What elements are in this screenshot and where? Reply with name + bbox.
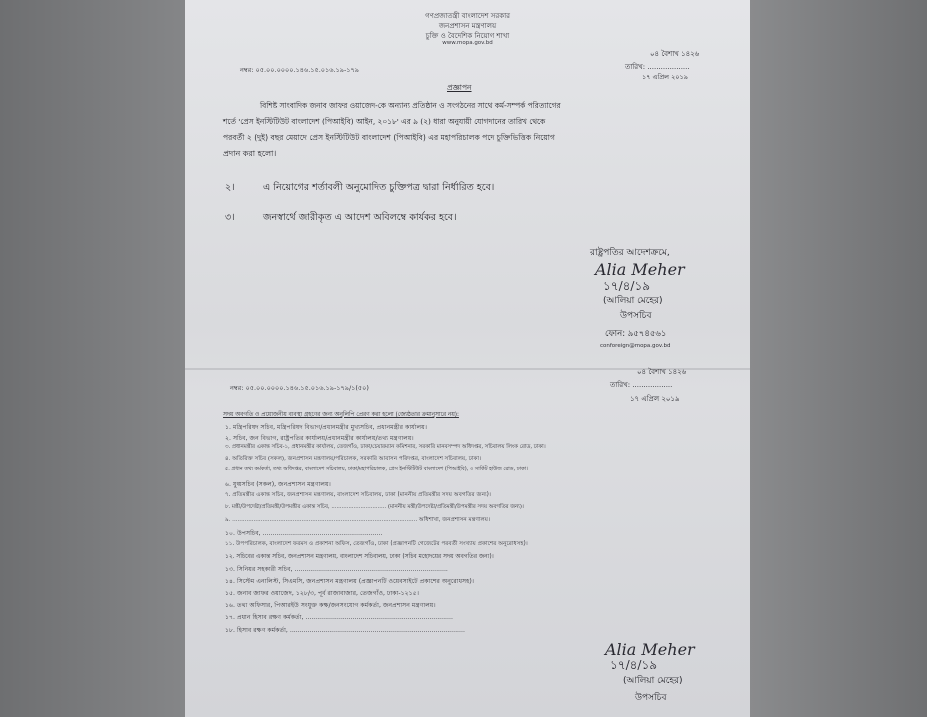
paragraph-1-line-4: প্রদান করা হলো।	[223, 149, 277, 158]
signature-scribble: Alia Meher	[595, 260, 685, 279]
document-page	[185, 0, 750, 717]
copy-date-bangla: ০৪ বৈশাখ ১৪২৬	[637, 368, 687, 376]
list-item: ১. মন্ত্রিপরিষদ সচিব, মন্ত্রিপরিষদ বিভাগ/প্রধানমন্ত্রীর মুখ্যসচিব, প্রধানমন্ত্রীর কার্যালয়।	[225, 424, 428, 431]
list-item: ৮. মন্ত্রী/উপদেষ্টা/প্রতিমন্ত্রী/উপমন্ত্রীর একান্ত সচিব, ................................ (মাননীয় মন্ত্রী/উপদেষ্টা/প্রতিমন্ত্রী/উপমন্ত্রীর সদয় অবগতির জন্য)।	[225, 504, 524, 510]
list-item: ১৬. তথ্য অফিসার, পিআরইউ সংযুক্ত কক্ষ/জনসংযোগ কর্মকর্তা, জনপ্রশাসন মন্ত্রণালয়।	[225, 602, 436, 609]
list-item: ১১. উপপরিচালক, বাংলাদেশ ফরমস ও প্রকাশনা অফিস, তেজগাঁও, ঢাকা (প্রজ্ঞাপনটি গেজেটের পরবর্তী সংখ্যায় প্রকাশের অনুরোধসহ)।	[225, 541, 528, 547]
list-item: ১৩. সিনিয়র সহকারী সচিব, ..............................................................................	[225, 566, 448, 573]
copy-date-label: তারিখ: ..................	[610, 381, 673, 389]
copy-memo-number: নম্বর: ০৫.০০.০০০০.১৪৬.১৫.০১৬.১৯-১৭৯/১(৫০)	[230, 384, 369, 392]
list-item: ৩. প্রধানমন্ত্রীর একান্ত সচিব-১, প্রধানমন্ত্রীর কার্যালয়, তেজগাঁও, ঢাকা/চেয়ারম্যান কমিশনার, সরকারি মানবসম্পদ অধিদপ্তর, সচিবালয় লিংক রোড, ঢাকা।	[225, 444, 546, 450]
paragraph-1-line-3: পরবর্তী ২ (দুই) বছর মেয়াদে প্রেস ইনস্টিটিউট বাংলাদেশ (পিআইবি) এর মহাপরিচালক পদে চুক্তিভিত্তিক নিয়োগ	[223, 133, 555, 142]
list-item: ১৮. হিসাব রক্ষণ কর্মকর্তা, .........................................................................................	[225, 627, 465, 634]
list-item: ১০. উপসচিব, .............................................................	[225, 530, 383, 537]
list-item: ১৭. প্রধান হিসাব রক্ষণ কর্মকর্তা, ...........................................................................	[225, 614, 453, 621]
list-item: ৪. অতিরিক্ত সচিব (সকল), জনপ্রশাসন মন্ত্রণালয়/পরিচালক, সরকারি আবাসন পরিদপ্তর, বাংলাদেশ সচিবালয়, ঢাকা।	[225, 456, 482, 462]
list-item: ২. সচিব, জন বিভাগ, রাষ্ট্রপতির কার্যালয়/প্রধানমন্ত্রীর কার্যালয়/তথ্য মন্ত্রণালয়।	[225, 435, 414, 442]
list-item: ৫. প্রধান তথ্য কর্মকর্তা, তথ্য অধিদপ্তর, বাংলাদেশ সচিবালয়, ঢাকা/মহাপরিচালক, প্রেস ইনস্টিটিউট বাংলাদেশ (পিআইবি), ৩ সার্কিট হাউজ রোড, ঢাকা।	[225, 466, 528, 472]
paragraph-1-line-2: শর্তে 'প্রেস ইনস্টিটিউট বাংলাদেশ (পিআইবি) আইন, ২০১৮' এর ৯ (২) ধারা অনুযায়ী যোগদানের তারিখ থেকে	[223, 117, 546, 126]
signatory-name: (আলিয়া মেহের)	[603, 296, 663, 306]
signatory-phone: ফোন: ৯৫৭৪৫৬১	[605, 329, 667, 339]
paragraph-1-line-1: বিশিষ্ট সাংবাদিক জনাব জাফর ওয়াজেদ-কে অন্যান্য প্রতিষ্ঠান ও সংগঠনের সাথে কর্ম-সম্পর্ক পরিত্যাগের	[260, 101, 561, 110]
list-item: ১৪. সিস্টেম এনালিস্ট, সিএমসি, জনপ্রশাসন মন্ত্রণালয় (প্রজ্ঞাপনটি ওয়েবসাইটে প্রকাশের অনুরোধসহ)।	[225, 578, 475, 585]
copy-date-english: ১৭ এপ্রিল ২০১৯	[630, 395, 680, 403]
signature-date: ১৭/৪/১৯	[603, 279, 651, 293]
paragraph-3-text: জনস্বার্থে জারীকৃত এ আদেশ অবিলম্বে কার্যকর হবে।	[263, 212, 457, 223]
background-left	[0, 0, 185, 717]
list-item: ৭. প্রতিমন্ত্রীর একান্ত সচিব, জনপ্রশাসন মন্ত্রণালয়, বাংলাদেশ সচিবালয়, ঢাকা (মাননীয় প্রতিমন্ত্রীর সদয় অবগতির জন্য)।	[225, 492, 491, 498]
signatory-email: conforeign@mopa.gov.bd	[600, 343, 671, 349]
list-item: ৬. যুগ্মসচিব (সকল), জনপ্রশাসন মন্ত্রণালয়।	[225, 481, 331, 488]
signature-2-scribble: Alia Meher	[605, 640, 695, 659]
paragraph-2-number: ২।	[225, 182, 235, 193]
paragraph-3-number: ৩।	[225, 212, 235, 223]
memo-date-bangla: ০৪ বৈশাখ ১৪২৬	[650, 50, 700, 58]
signatory-2-designation: উপসচিব	[635, 693, 667, 703]
header-website: www.mopa.gov.bd	[442, 40, 493, 46]
memo-date-label: তারিখ: ...................	[625, 63, 690, 71]
signatory-2-name: (আলিয়া মেহের)	[623, 676, 683, 686]
list-item: ১৫. জনাব জাফর ওয়াজেদ, ১২৮/৩, পূর্ব রাজাবাজার, তেজগাঁও, ঢাকা-১২১৫।	[225, 590, 419, 597]
signature-2-date: ১৭/৪/১৯	[610, 658, 658, 672]
memo-number: নম্বর: ০৫.০০.০০০০.১৪৬.১৫.০১৬.১৯-১৭৯	[240, 66, 359, 74]
list-item: ৯. ........................................................................................................ অধিশাখা, জনপ্রশাসন মন্ত্রণালয়।	[225, 517, 490, 523]
memo-date-english: ১৭ এপ্রিল ২০১৯	[642, 73, 688, 81]
signatory-designation: উপসচিব	[620, 311, 652, 321]
copy-intro: সদয় অবগতি ও প্রয়োজনীয় ব্যবস্থা গ্রহণের জন্য অনুলিপি প্রেরণ করা হলো (জ্যেষ্ঠতার ক্রমানুসারে নয়):	[223, 412, 459, 418]
header-ministry: জনপ্রশাসন মন্ত্রণালয়	[438, 22, 497, 30]
order-line: রাষ্ট্রপতির আদেশক্রমে,	[590, 248, 670, 258]
header-government: গণপ্রজাতন্ত্রী বাংলাদেশ সরকার	[425, 12, 510, 20]
header-section: চুক্তি ও বৈদেশিক নিয়োগ শাখা	[425, 32, 510, 40]
paragraph-2-text: এ নিয়োগের শর্তাবলী অনুমোদিত চুক্তিপত্র দ্বারা নির্ধারিত হবে।	[263, 182, 495, 193]
background-right	[750, 0, 927, 717]
list-item: ১২. সচিবের একান্ত সচিব, জনপ্রশাসন মন্ত্রণালয়, বাংলাদেশ সচিবালয়, ঢাকা (সচিব মহোদয়ের সদয় অবগতির জন্য)।	[225, 554, 494, 560]
memo-title: প্রজ্ঞাপন	[447, 83, 472, 92]
